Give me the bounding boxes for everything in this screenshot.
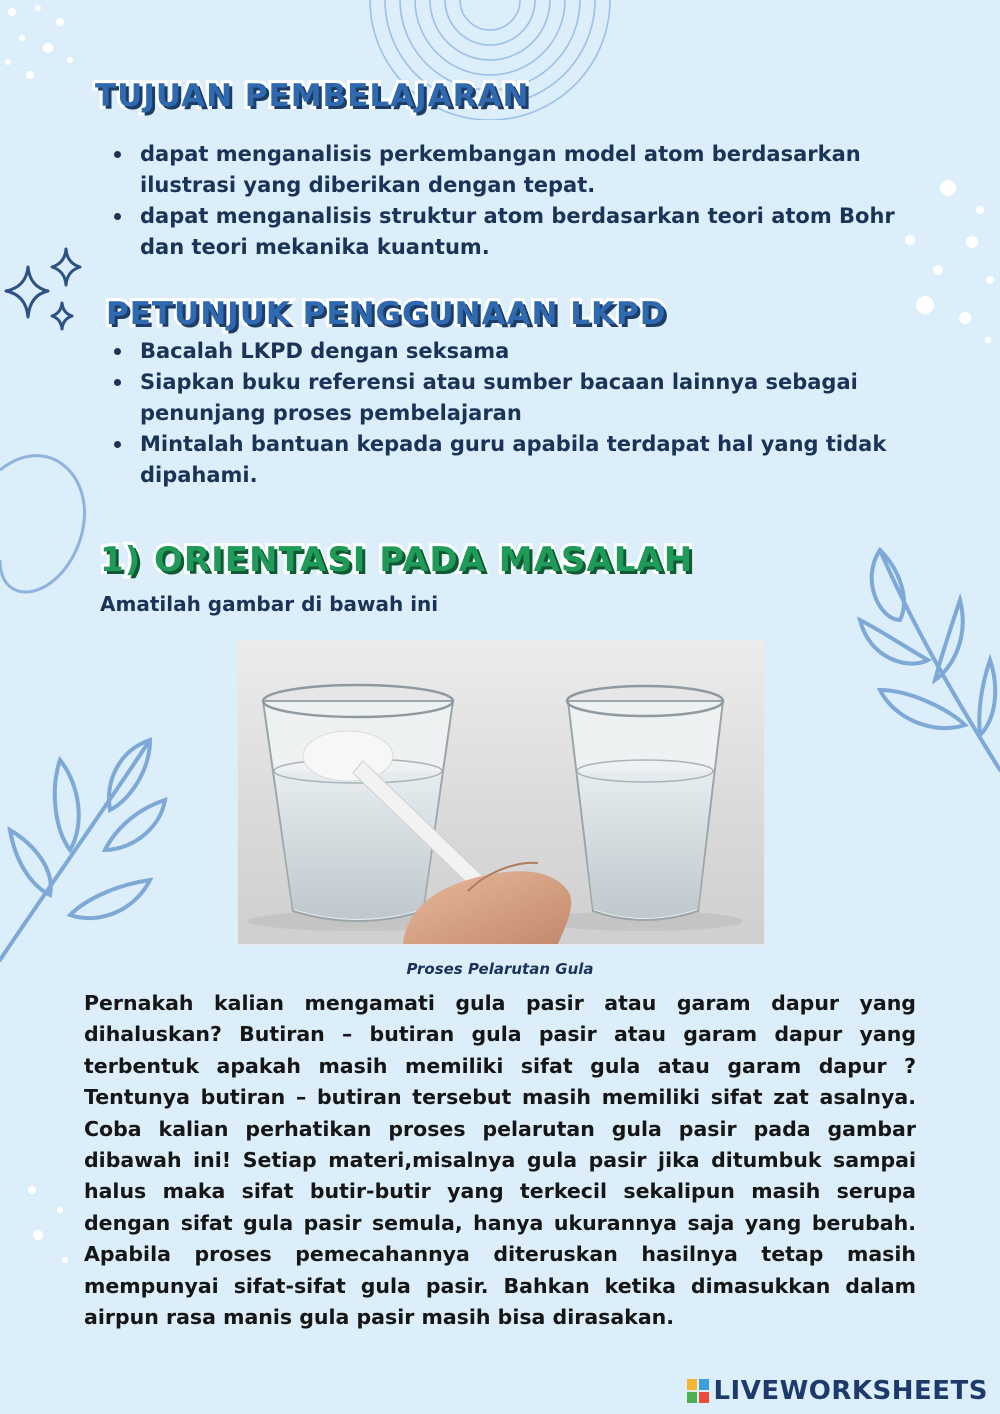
dots-decoration-right (900, 170, 1000, 370)
leaf-branch-icon-right (840, 540, 1000, 790)
dots-decoration-top-left (0, 0, 90, 90)
loop-line-decoration (0, 440, 100, 620)
instructions-list (110, 336, 910, 491)
list-item: Bacalah LKPD dengan seksama (110, 336, 910, 367)
list-item: Siapkan buku referensi atau sumber bacaan lainnya sebagai penunjang proses pembelajaran (110, 367, 910, 429)
orientation-heading: 1) ORIENTASI PADA MASALAH (100, 540, 694, 580)
leaf-branch-icon-left (0, 720, 180, 970)
sparkle-stars-icon (0, 245, 90, 340)
orientation-paragraph: Pernakah kalian mengamati gula pasir atau garam dapur yang dihaluskan? Butiran – butiran gula pasir atau garam dapur yang terbentuk apakah masih memiliki sifat gula atau garam dapur ? Tentunya butiran – butiran tersebut masih memiliki sifat zat asalnya. Coba kalian perhatikan proses pelarutan gula pasir pada gambar dibawah ini! Setiap materi,misalnya gula pasir jika ditumbuk sampai halus maka sifat butir-butir yang terkecil sekalipun masih serupa dengan sifat gula pasir semula, hanya ukurannya saja yang berubah. Apabila proses pemecahannya diteruskan hasilnya tetap masih mempunyai sifat-sifat gula pasir. Bahkan ketika dimasukkan dalam airpun rasa manis gula pasir masih bisa dirasakan. (84, 991, 916, 1330)
instructions-heading: PETUNJUK PENGGUNAAN LKPD (106, 296, 667, 332)
list-item: dapat menganalisis struktur atom berdasarkan teori atom Bohr dan teori mekanika kuantum. (110, 201, 910, 263)
sugar-dissolving-photo (237, 640, 765, 945)
liveworksheets-text: LIVEWORKSHEETS (713, 1376, 988, 1406)
objectives-heading: TUJUAN PEMBELAJARAN (95, 78, 530, 114)
list-item: dapat menganalisis perkembangan model atom berdasarkan ilustrasi yang diberikan dengan tepat. (110, 139, 910, 201)
dots-decoration-bottom-left (20, 1180, 80, 1280)
liveworksheets-logo[interactable] (687, 1376, 988, 1406)
list-item: Mintalah bantuan kepada guru apabila terdapat hal yang tidak dipahami. (110, 429, 910, 491)
liveworksheets-icon (687, 1379, 709, 1403)
orientation-subtitle: Amatilah gambar di bawah ini (100, 592, 439, 616)
photo-caption: Proses Pelarutan Gula (406, 960, 594, 978)
objectives-list (110, 139, 910, 263)
